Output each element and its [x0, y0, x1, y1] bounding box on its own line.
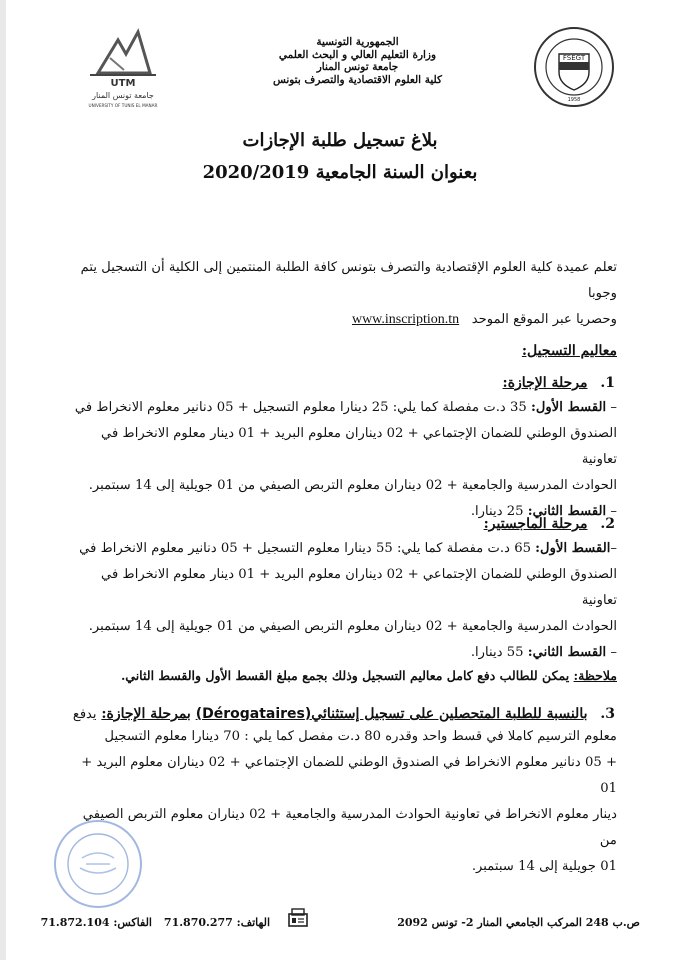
second-installment-line: – القسط الثاني: 25 دينارا. — [470, 504, 617, 519]
second-installment-line: – القسط الثاني: 55 دينارا. — [470, 645, 617, 660]
fees-item-derogataires — [62, 706, 617, 880]
svg-text:UNIVERSITY OF TUNIS EL MANAR: UNIVERSITY OF TUNIS EL MANAR — [88, 103, 158, 108]
fax-icon — [286, 906, 310, 930]
page-edge-shadow — [0, 0, 6, 960]
svg-text:FSEGT: FSEGT — [562, 54, 586, 62]
item-number: 3. — [600, 706, 615, 722]
intro-line-2-text: وحصريا عبر الموقع الموحد — [471, 312, 617, 327]
fax-label: الفاكس: — [113, 916, 152, 929]
note-label: ملاحظة: — [573, 668, 617, 683]
header-line-faculty: كلية العلوم الاقتصادية والتصرف بتونس — [272, 73, 443, 86]
intro-line-1: تعلم عميدة كلية العلوم الإقتصادية والتصرف بتونس كافة الطلبة المنتمين إلى الكلية أن التسجيل يتم وجوبا — [80, 260, 617, 301]
notice-subtitle: بعنوان السنة الجامعية 2020/2019 — [202, 162, 478, 183]
item-title-tail: يدفع — [72, 707, 97, 722]
header-line-republic: الجمهورية التونسية — [316, 36, 399, 48]
faculty-stamp — [52, 818, 144, 910]
header-line-ministry: وزارة التعليم العالي و البحث العلمي — [278, 48, 437, 61]
item-title: مرحلة الماجستير: — [483, 516, 588, 532]
derogataires-line-1: معلوم الترسيم كاملا في قسط واحد وقدره 80 د.ت مفصل كما يلي : 70 دينارا معلوم التسجيل — [104, 729, 617, 744]
derogataires-line-3: دينار معلوم الانخراط في تعاونية الحوادث المدرسية والجامعية + 02 ديناران معلوم التربص الصيفي من — [82, 807, 617, 848]
first-installment-label: القسط الأول: — [530, 400, 607, 415]
fees-item-master — [62, 516, 617, 666]
item-title-part-b: بمرحلة الإجازة: — [101, 706, 191, 722]
first-installment-line-3: الحوادث المدرسية والجامعية + 02 ديناران معلوم التربص الصيفي من 01 جويلية إلى 14 سبتمبر. — [88, 619, 617, 634]
first-installment-label: القسط الأول: — [535, 541, 611, 556]
intro-paragraph — [62, 255, 617, 333]
item-number: 1. — [600, 375, 615, 391]
fax-number: 71.872.104 — [40, 916, 110, 929]
utm-logo — [80, 18, 166, 110]
phone-number: 71.870.277 — [163, 916, 233, 929]
svg-text:UTM: UTM — [110, 78, 136, 89]
second-installment-label: القسط الثاني: — [527, 645, 607, 660]
note-text: يمكن للطالب دفع كامل معاليم التسجيل وذلك بجمع مبلغ القسط الأول والقسط الثاني. — [120, 668, 570, 683]
header-line-university: جامعة تونس المنار — [316, 61, 399, 73]
derogataires-line-4: 01 جويلية إلى 14 سبتمبر. — [471, 859, 617, 874]
institution-header — [260, 36, 455, 86]
fsegt-logo — [533, 26, 615, 108]
first-installment-line-1: – القسط الأول: 35 د.ت مفصلة كما يلي: 25 دينارا معلوم التسجيل + 05 دنانير معلوم الانخراط في — [74, 400, 617, 415]
second-installment-label: القسط الثاني: — [527, 504, 607, 519]
item-title-french: (Dérogataires) — [195, 706, 312, 722]
footer-fax — [40, 916, 152, 929]
footer-address: ص.ب 248 المركب الجامعي المنار 2- تونس 2092 — [397, 916, 640, 929]
payment-note — [62, 668, 617, 683]
item-title: مرحلة الإجازة: — [502, 375, 588, 391]
first-installment-line-3: الحوادث المدرسية والجامعية + 02 ديناران معلوم التربص الصيفي من 01 جويلية إلى 14 سبتمبر. — [88, 478, 617, 493]
fees-item-licence — [62, 375, 617, 525]
item-title-part-a: بالنسبة للطلبة المتحصلين على تسجيل إستثنائي — [311, 706, 588, 722]
footer-phone — [160, 916, 270, 929]
first-installment-line-2: الصندوق الوطني للضمان الإجتماعي + 02 ديناران معلوم البريد + 01 دينار معلوم الانخراط في تعاونية — [101, 426, 617, 467]
first-installment-line-1: –القسط الأول: 65 د.ت مفصلة كما يلي: 55 دينارا معلوم التسجيل + 05 دنانير معلوم الانخراط في — [79, 541, 617, 556]
fees-heading: معاليم التسجيل: — [521, 343, 617, 359]
phone-label: الهاتف: — [236, 916, 270, 929]
registration-website-link[interactable]: www.inscription.tn — [351, 312, 460, 327]
svg-text:جامعة تونس المنار: جامعة تونس المنار — [92, 91, 154, 100]
item-number: 2. — [600, 516, 615, 532]
svg-text:1958: 1958 — [567, 97, 581, 103]
first-installment-line-2: الصندوق الوطني للضمان الإجتماعي + 02 ديناران معلوم البريد + 01 دينار معلوم الانخراط في تعاونية — [101, 567, 617, 608]
intro-line-2 — [62, 307, 617, 333]
derogataires-line-2: + 05 دنانير معلوم الانخراط في الصندوق الوطني للضمان الإجتماعي + 02 ديناران معلوم البريد + 01 — [81, 755, 617, 796]
notice-title: بلاغ تسجيل طلبة الإجازات — [242, 130, 438, 151]
